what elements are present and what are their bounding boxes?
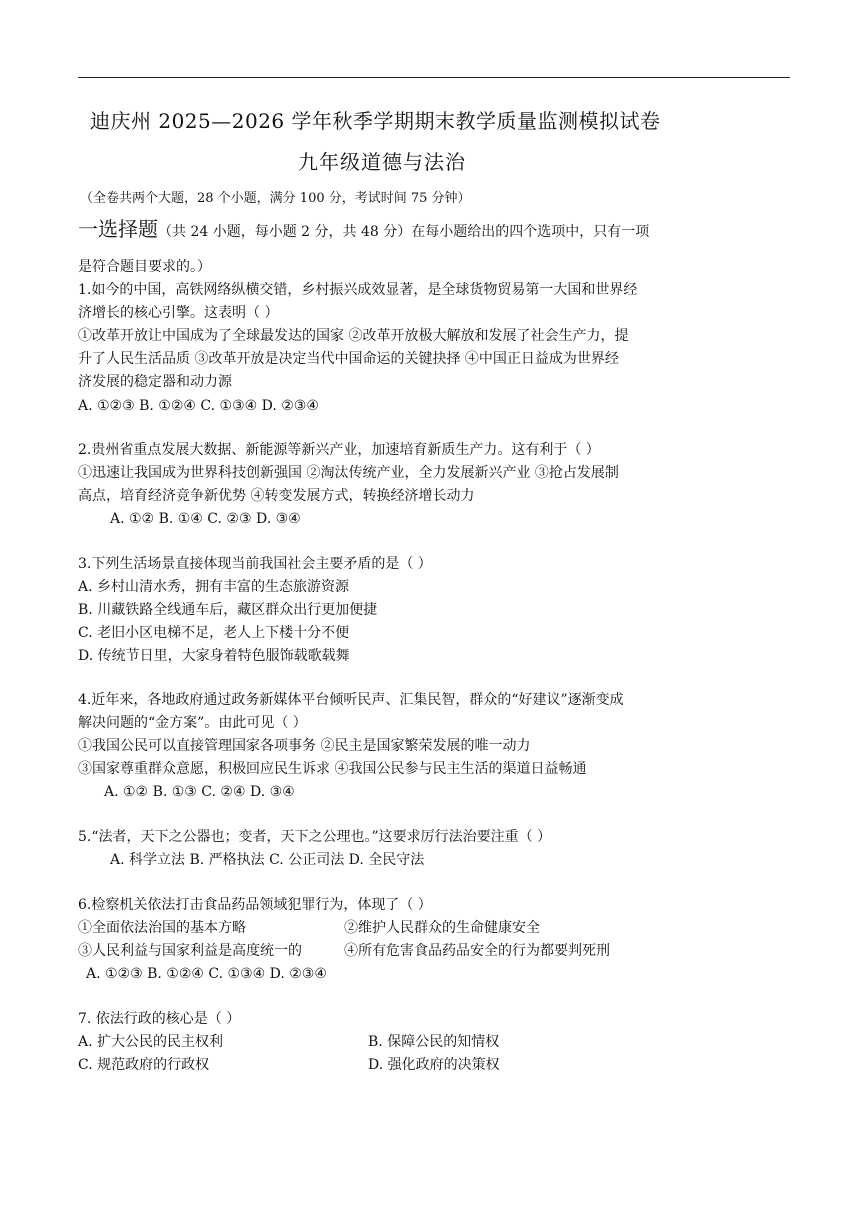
q1-option-line1: ①改革开放让中国成为了全球最发达的国家 ②改革开放极大解放和发展了社会生产力，提: [78, 328, 629, 344]
q6-option-4: ④所有危害食品药品安全的行为都要判死刑: [344, 943, 610, 959]
q1-option-line3: 济发展的稳定器和动力源: [78, 374, 232, 390]
q1-option-line2: 升了人民生活品质 ③改革开放是决定当代中国命运的关键抉择 ④中国正日益成为世界经: [78, 351, 619, 367]
q4-stem-line2: 解决问题的“金方案”。由此可见（ ）: [78, 715, 307, 731]
q3-option-d: D. 传统节日里，大家身着特色服饰载歌载舞: [78, 648, 350, 664]
q7-option-a: A. 扩大公民的民主权利: [78, 1034, 224, 1050]
top-rule: [78, 77, 790, 78]
q1-stem-line1: 1.如今的中国，高铁网络纵横交错，乡村振兴成效显著，是全球货物贸易第一大国和世界经: [78, 282, 638, 298]
q3-option-c: C. 老旧小区电梯不足，老人上下楼十分不便: [78, 625, 350, 641]
q5-stem: 5.“法者，天下之公器也；变者，天下之公理也。”这要求厉行法治要注重（ ）: [78, 829, 552, 845]
q1-choices: A. ①②③ B. ①②④ C. ①③④ D. ②③④: [78, 398, 319, 414]
q3-option-a: A. 乡村山清水秀，拥有丰富的生态旅游资源: [78, 579, 350, 595]
q4-choices: A. ①② B. ①③ C. ②④ D. ③④: [104, 784, 295, 800]
q3-option-b: B. 川藏铁路全线通车后，藏区群众出行更加便捷: [78, 602, 378, 618]
exam-title: 迪庆州 2025—2026 学年秋季学期期末教学质量监测模拟试卷: [90, 109, 661, 133]
section-instruction-cont: 是符合题目要求的。）: [78, 259, 211, 275]
section-instruction: （共 24 小题，每小题 2 分，共 48 分）在每小题给出的四个选项中，只有一项: [158, 224, 650, 240]
q7-stem: 7. 依法行政的核心是（ ）: [78, 1011, 241, 1027]
q2-stem: 2.贵州省重点发展大数据、新能源等新兴产业，加速培育新质生产力。这有利于（ ）: [78, 442, 600, 458]
q6-choices: A. ①②③ B. ①②④ C. ①③④ D. ②③④: [86, 966, 327, 982]
section-heading: [78, 217, 650, 241]
q2-option-line1: ①迅速让我国成为世界科技创新强国 ②淘汰传统产业，全力发展新兴产业 ③抢占发展制: [78, 465, 619, 481]
q4-option-line1: ①我国公民可以直接管理国家各项事务 ②民主是国家繁荣发展的唯一动力: [78, 738, 531, 754]
q6-option-1: ①全面依法治国的基本方略: [78, 920, 246, 936]
q6-option-3: ③人民利益与国家利益是高度统一的: [78, 943, 302, 959]
q4-stem-line1: 4.近年来，各地政府通过政务新媒体平台倾听民声、汇集民智，群众的“好建议”逐渐变成: [78, 692, 624, 708]
q7-option-d: D. 强化政府的决策权: [368, 1057, 500, 1073]
q7-option-c: C. 规范政府的行政权: [78, 1057, 210, 1073]
q4-option-line2: ③国家尊重群众意愿，积极回应民生诉求 ④我国公民参与民主生活的渠道日益畅通: [78, 761, 587, 777]
q6-stem: 6.检察机关依法打击食品药品领域犯罪行为，体现了（ ）: [78, 897, 432, 913]
q7-option-b: B. 保障公民的知情权: [368, 1034, 500, 1050]
exam-subtitle: 九年级道德与法治: [298, 150, 466, 174]
q1-stem-line2: 济增长的核心引擎。这表明（ ）: [78, 305, 279, 321]
q3-stem: 3.下列生活场景直接体现当前我国社会主要矛盾的是（ ）: [78, 556, 432, 572]
exam-note: （全卷共两个大题，28 个小题，满分 100 分，考试时间 75 分钟）: [80, 191, 471, 206]
section-title: 一选择题: [78, 217, 158, 241]
q2-choices: A. ①② B. ①④ C. ②③ D. ③④: [110, 511, 301, 527]
q5-choices: A. 科学立法 B. 严格执法 C. 公正司法 D. 全民守法: [110, 852, 425, 868]
q2-option-line2: 高点，培育经济竞争新优势 ④转变发展方式，转换经济增长动力: [78, 488, 475, 504]
q6-option-2: ②维护人民群众的生命健康安全: [344, 920, 540, 936]
